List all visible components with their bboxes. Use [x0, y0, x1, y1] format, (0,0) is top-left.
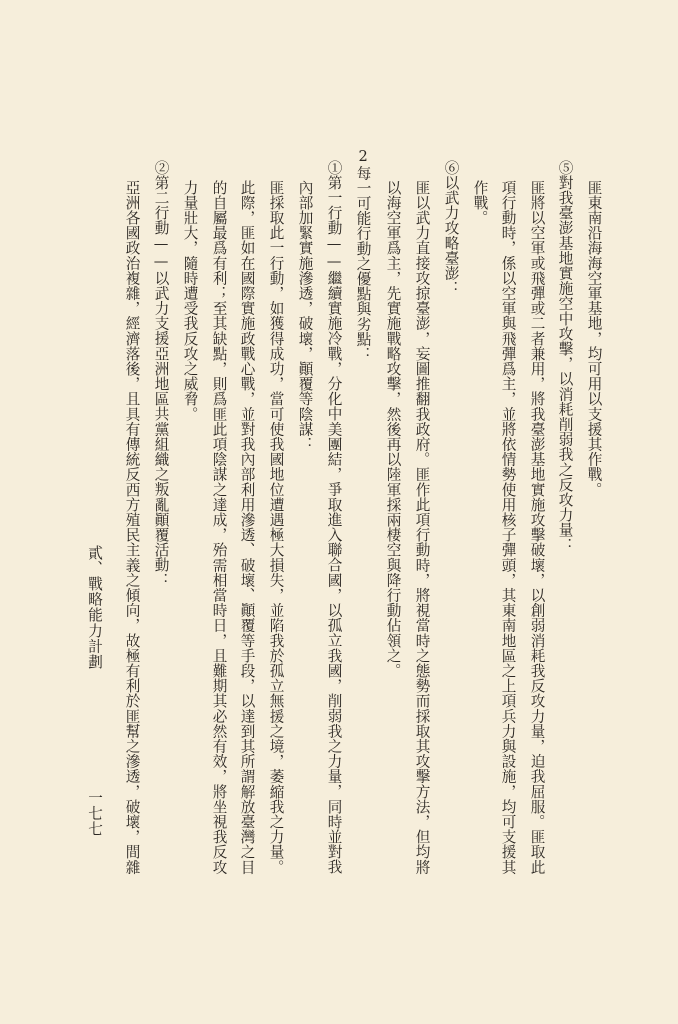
- text-column: 的自屬最爲有利；至其缺點，則爲匪此項陰謀之達成，殆需相當時日，且難期其必然有效，將坐視我反攻: [210, 180, 228, 875]
- page-number: 一七七: [86, 790, 103, 837]
- text-column: ①第一行動——繼續實施冷戰，分化中美團結，爭取進入聯合國，以孤立我國，削弱我之力量，同時並對我: [325, 160, 343, 875]
- text-column: 力量壯大，隨時遭受我反攻之威脅。: [181, 180, 199, 422]
- text-column: 以海空軍爲主，先實施戰略攻擊，然後再以陸軍採兩棲空與降行動佔領之。: [384, 180, 402, 679]
- text-column: 匪採取此一行動，如獲得成功，當可使我國地位遭遇極大損失，並陷我於孤立無援之境，萎縮我之力量。: [267, 180, 285, 875]
- text-column: 作戰。: [471, 180, 489, 226]
- text-column: ⑥以武力攻略臺澎：: [442, 160, 460, 296]
- text-column: 匪以武力直接攻掠臺澎，妄圖推翻我政府。匪作此項行動時，將視當時之態勢而採取其攻擊方法，但均將: [413, 180, 431, 875]
- chapter-footer: 貳、戰略能力計劃: [86, 545, 103, 670]
- section-heading: 2每一可能行動之優點與劣點：: [354, 148, 372, 362]
- text-column: 項行動時，係以空軍與飛彈爲主，並將依情勢使用核子彈頭，其東南地區之上項兵力與設施，均可支援其: [499, 180, 517, 875]
- text-column: 匪東南沿海海空軍基地，均可用以支援其作戰。: [585, 180, 603, 498]
- text-column: 內部加緊實施滲透，破壞，顚覆等陰謀：: [296, 180, 314, 452]
- text-column: ②第二行動——以武力支援亞洲地區共黨組織之叛亂顚覆活動：: [152, 160, 170, 588]
- text-column: ⑤對我臺澎基地實施空中攻擊，以消耗削弱我之反攻力量：: [556, 160, 574, 553]
- text-column: 亞洲各國政治複雜，經濟落後，且具有傳統反西方殖民主義之傾向，故極有利於匪幫之滲透，破壞，間雜: [123, 180, 141, 875]
- text-column: 此際，匪如在國際實施政戰心戰，並對我內部利用滲透、破壞、顚覆等手段，以達到其所謂解放臺灣之目: [238, 180, 256, 875]
- text-column: 匪將以空軍或飛彈或二者兼用，將我臺澎基地實施攻擊破壞，以創弱消耗我反攻力量，迫我屈服。匪取此: [528, 180, 546, 875]
